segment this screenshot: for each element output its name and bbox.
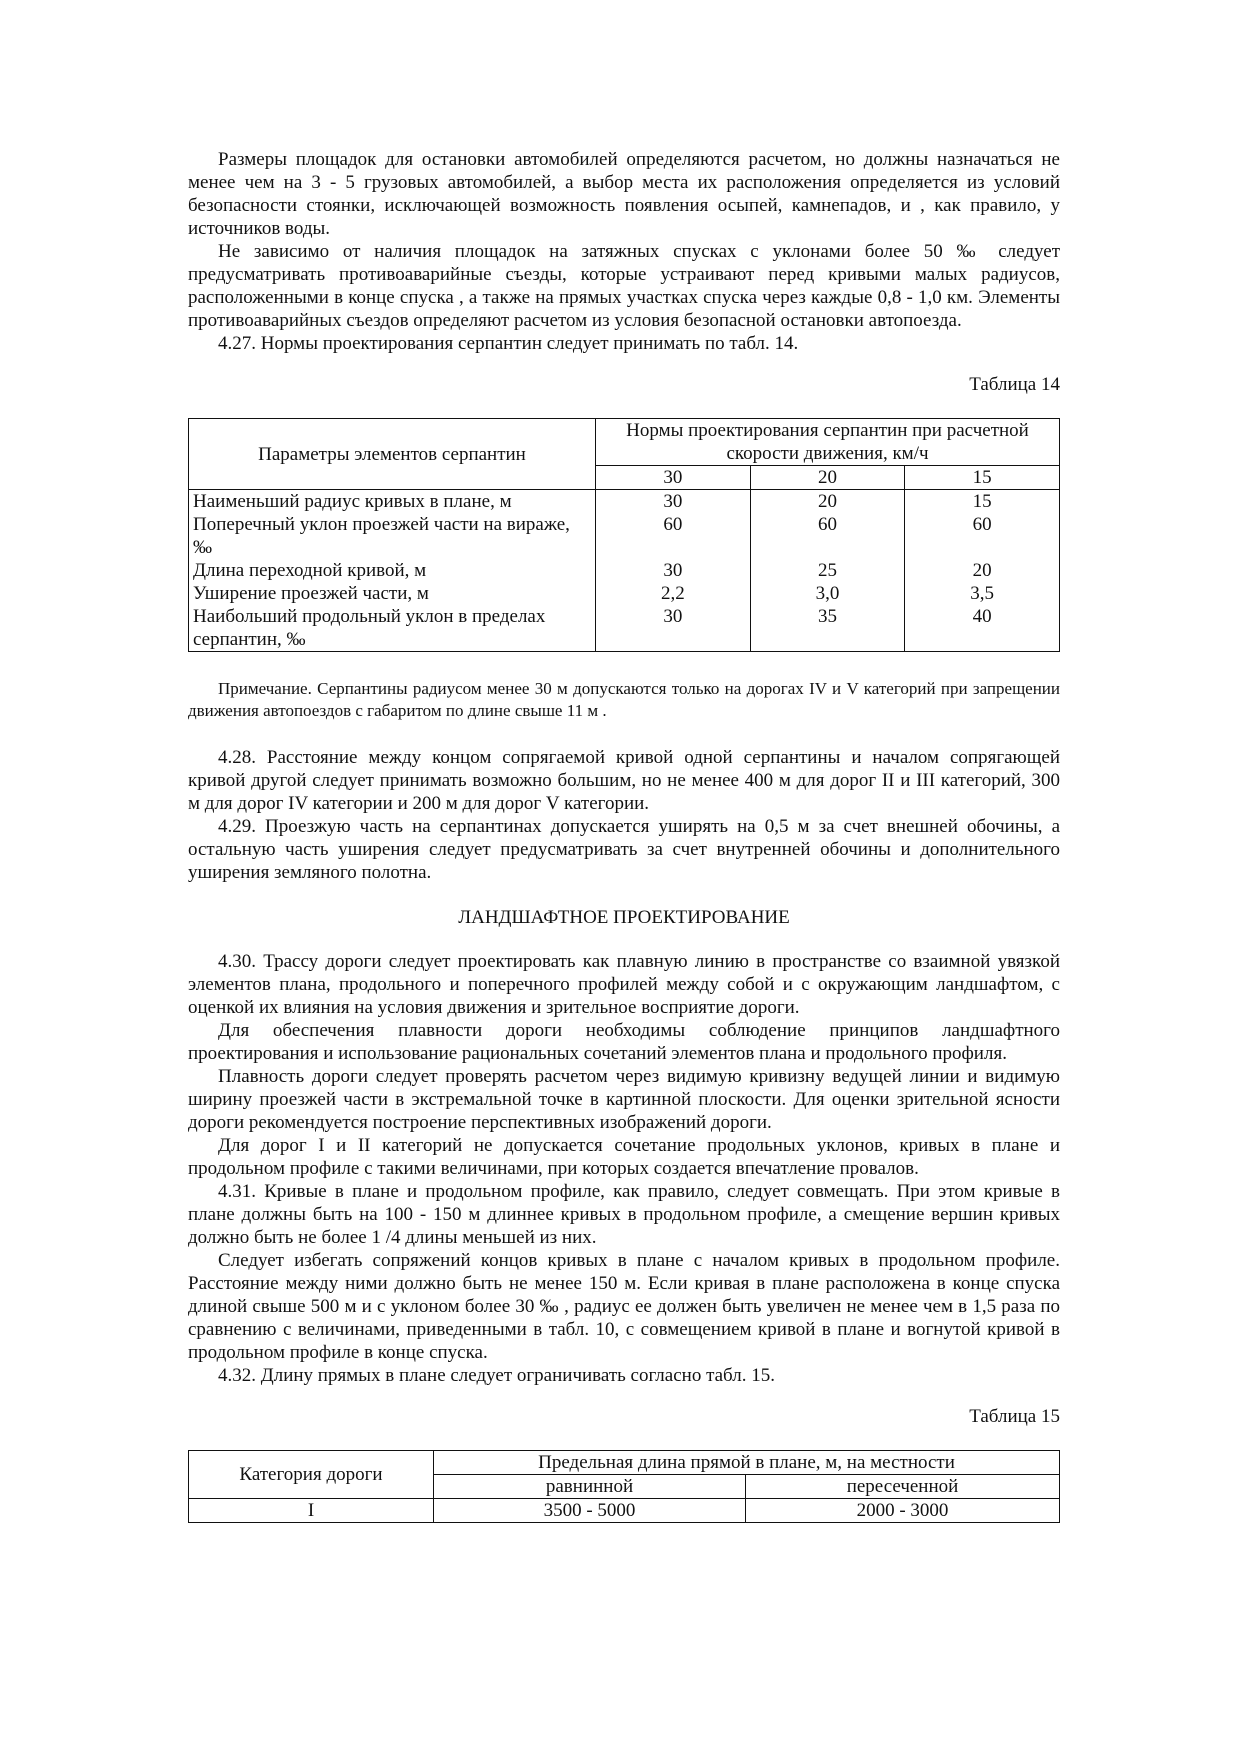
table-14-value: 35 (750, 605, 905, 652)
table-14-param: Поперечный уклон проезжей части на вираже, ‰ (189, 513, 596, 559)
table-14-param: Наименьший радиус кривых в плане, м (189, 490, 596, 514)
table-14-value: 60 (596, 513, 751, 559)
table-row (189, 559, 1060, 582)
table-row (189, 1499, 1060, 1523)
table-14-value: 15 (905, 490, 1060, 514)
paragraph-4-27: 4.27. Нормы проектирования серпантин следует принимать по табл. 14. (218, 333, 799, 354)
table-row (189, 490, 1060, 514)
table-14-value: 60 (750, 513, 905, 559)
paragraph-4-28: 4.28. Расстояние между концом сопрягаемой кривой одной серпантины и началом сопрягающей кривой другой следует принимать возможно большим, но не менее 400 м для дорог II и III категорий, 300 м для дорог IV категории и 200 м для дорог V категории. (188, 747, 1060, 814)
table-14-param: Уширение проезжей части, м (189, 582, 596, 605)
paragraph-categories-1-2: Для дорог I и II категорий не допускается сочетание продольных уклонов, кривых в плане и продольном профиле с такими величинами, при которых создается впечатление провалов. (188, 1135, 1060, 1179)
table-14-speed-20: 20 (750, 466, 905, 490)
table-14-value: 20 (750, 490, 905, 514)
table-14-value: 3,0 (750, 582, 905, 605)
table-row (189, 582, 1060, 605)
section-heading: ЛАНДШАФТНОЕ ПРОЕКТИРОВАНИЕ (458, 907, 790, 928)
table-14-header-norms: Нормы проектирования серпантин при расчетной скорости движения, км/ч (596, 419, 1060, 466)
paragraph-4-30: 4.30. Трассу дороги следует проектировать как плавную линию в пространстве со взаимной увязкой элементов плана, продольного и поперечного профилей между собой и с окружающим ландшафтом, с оценкой их влияния на условия движения и зрительное восприятие дороги. (188, 951, 1060, 1018)
table-14-value: 30 (596, 490, 751, 514)
table-15-header-length: Предельная длина прямой в плане, м, на местности (434, 1451, 1060, 1475)
table-14-param: Длина переходной кривой, м (189, 559, 596, 582)
paragraph-4-32: 4.32. Длину прямых в плане следует ограничивать согласно табл. 15. (218, 1365, 775, 1386)
table-15-header-flat: равнинной (434, 1475, 746, 1499)
table-row (189, 513, 1060, 559)
table-14-param: Наибольший продольный уклон в пределах серпантин, ‰ (189, 605, 596, 652)
table-14-value: 60 (905, 513, 1060, 559)
table-row (189, 605, 1060, 652)
paragraph-4-31: 4.31. Кривые в плане и продольном профиле, как правило, следует совмещать. При этом кривые в плане должны быть на 100 - 150 м длиннее кривых в продольном профиле, а смещение вершин кривых должно быть не более 1 /4 длины меньшей из них. (188, 1181, 1060, 1248)
table-14-value: 2,2 (596, 582, 751, 605)
table-14 (188, 418, 1060, 652)
document-page (188, 148, 1060, 1523)
table-14-value: 30 (596, 605, 751, 652)
table-15-caption: Таблица 15 (969, 1406, 1060, 1427)
table-14-speed-15: 15 (905, 466, 1060, 490)
table-14-note: Примечание. Серпантины радиусом менее 30 м допускаются только на дорогах IV и V категорий при запрещении движения автопоездов с габаритом по длине свыше 11 м . (188, 679, 1060, 720)
table-14-caption: Таблица 14 (969, 374, 1060, 395)
table-14-value: 25 (750, 559, 905, 582)
table-14-value: 30 (596, 559, 751, 582)
table-15-header-rough: пересеченной (746, 1475, 1060, 1499)
paragraph-emergency-exits: Не зависимо от наличия площадок на затяжных спусках с уклонами более 50 ‰ следует предусматривать противоаварийные съезды, которые устраивают перед кривыми малых радиусов, расположенными в конце спуска , а также на прямых участках спуска через каждые 0,8 - 1,0 км. Элементы противоаварийных съездов определяют расчетом из условия безопасной остановки автопоезда. (188, 241, 1060, 331)
paragraph-smoothness: Для обеспечения плавности дороги необходимы соблюдение принципов ландшафтного проектирования и использование рациональных сочетаний элементов плана и продольного профиля. (188, 1020, 1060, 1064)
table-15-rough-value: 2000 - 3000 (746, 1499, 1060, 1523)
paragraph-4-29: 4.29. Проезжую часть на серпантинах допускается уширять на 0,5 м за счет внешней обочины, а остальную часть уширения следует предусматривать за счет внутренней обочины и дополнительного уширения земляного полотна. (188, 816, 1060, 883)
table-15-flat-value: 3500 - 5000 (434, 1499, 746, 1523)
paragraph-smoothness-check: Плавность дороги следует проверять расчетом через видимую кривизну ведущей линии и видимую ширину проезжей части в экстремальной точке в картинной плоскости. Для оценки зрительной ясности дороги рекомендуется построение перспективных изображений дороги. (188, 1066, 1060, 1133)
table-14-value: 20 (905, 559, 1060, 582)
table-15 (188, 1450, 1060, 1523)
table-15-category: I (189, 1499, 434, 1523)
paragraph-parking-size: Размеры площадок для остановки автомобилей определяются расчетом, но должны назначаться не менее чем на 3 - 5 грузовых автомобилей, а выбор места их расположения определяется из условий безопасности стоянки, исключающей возможность появления осыпей, камнепадов, и , как правило, у источников воды. (188, 149, 1060, 239)
table-15-header-category: Категория дороги (189, 1451, 434, 1499)
table-14-value: 40 (905, 605, 1060, 652)
table-14-speed-30: 30 (596, 466, 751, 490)
table-14-header-params: Параметры элементов серпантин (189, 419, 596, 490)
table-14-value: 3,5 (905, 582, 1060, 605)
paragraph-curve-junctions: Следует избегать сопряжений концов кривых в плане с началом кривых в продольном профиле. Расстояние между ними должно быть не менее 150 м. Если кривая в плане расположена в конце спуска длиной свыше 500 м и с уклоном более 30 ‰ , радиус ее должен быть увеличен не менее чем в 1,5 раза по сравнению с величинами, приведенными в табл. 10, с совмещением кривой в плане и вогнутой кривой в продольном профиле в конце спуска. (188, 1250, 1060, 1363)
